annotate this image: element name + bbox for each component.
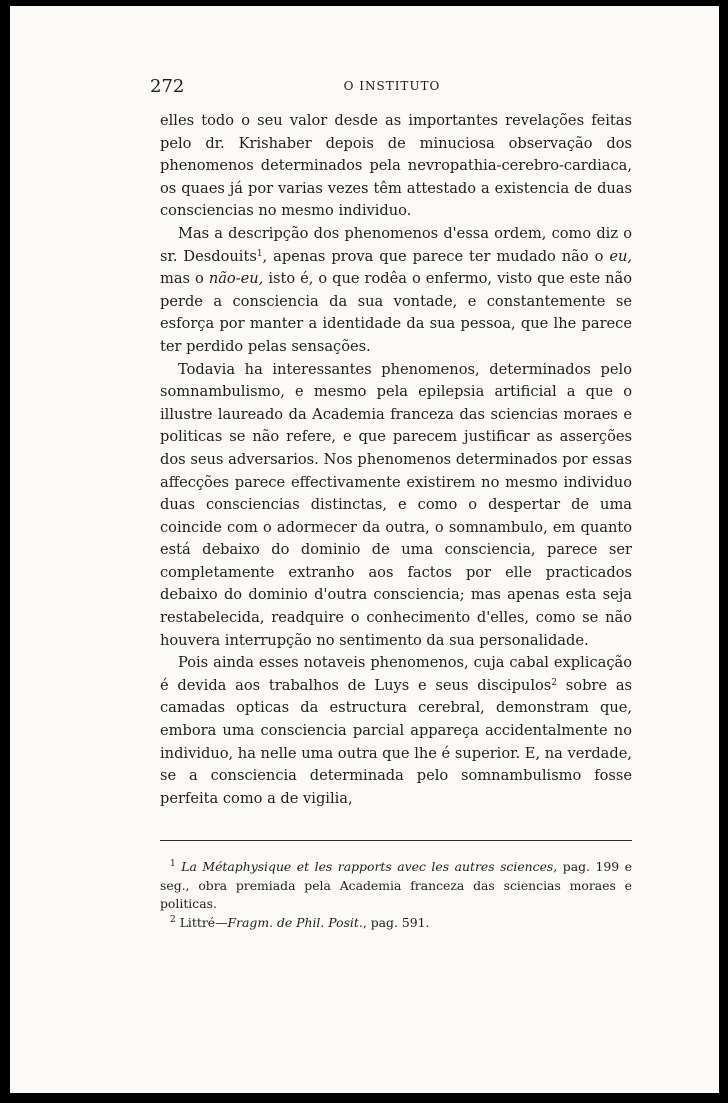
footnotes xyxy=(160,858,632,932)
footnote-1-rest: , pag. 199 e seg., obra premiada pela Academia franceza das sciencias moraes e politicas. xyxy=(160,859,632,911)
paragraph-2 xyxy=(160,223,632,359)
footnote-1-marker: 1 xyxy=(170,859,176,869)
paragraph-3: Todavia ha interessantes phenomenos, determinados pelo somnambulismo, e mesmo pela epilepsia artificial a que o illustre laureado da Academia franceza das sciencias moraes e politicas se não refere, e que parecem justificar as asserções dos seus adversarios. Nos phenomenos determinados por essas affecções parece effectivamente existirem no mesmo individuo duas consciencias distinctas, e como o despertar de uma coincide com o adormecer da outra, o somnambulo, em quanto está debaixo do dominio de uma consciencia, parece ser completamente extranho aos factos por elle practicados debaixo do dominio d'outra consciencia; mas apenas esta seja restabelecida, readquire o conhecimento d'elles, como se não houvera interrupção no sentimento da sua personalidade. xyxy=(160,360,632,649)
footnote-2 xyxy=(160,914,632,933)
footnote-2-title: Fragm. de Phil. Posit. xyxy=(227,914,363,930)
paragraph-2-text-d: isto é, o que rodêa o enfermo, visto que este não perde a consciencia da sua vontade, e constantemente se esforça por manter a identidade da sua pessoa, que lhe parece ter perdido pelas sensações. xyxy=(160,270,632,355)
paragraph-2-text-b: , apenas prova que parece ter mudado não o xyxy=(262,247,604,265)
paragraph-2-text-c: mas o xyxy=(160,270,204,288)
footnote-1-title: La Métaphysique et les rapports avec les autres sciences xyxy=(181,859,554,874)
footnote-ref-1: 1 xyxy=(256,248,263,259)
paragraph-4 xyxy=(160,652,632,810)
footnote-2-rest: , pag. 591. xyxy=(362,914,430,930)
paragraph-4-text-b: sobre as camadas opticas da estructura cerebral, demonstram que, embora uma consciencia parcial appareça accidentalmente no individuo, ha nelle uma outra que lhe é superior. E, na verdade, se a consciencia determinada pelo somnambulismo fosse perfeita como a de vigilia, xyxy=(160,676,633,807)
running-header xyxy=(150,76,634,98)
italic-eu: eu, xyxy=(609,247,633,265)
book-page xyxy=(10,6,719,1093)
paragraph-1: elles todo o seu valor desde as importantes revelações feitas pelo dr. Krishaber depois de minuciosa observação dos phenomenos determinados pela nevropathia-cerebro-cardiaca, os quaes já por varias vezes têm attestado a existencia de duas consciencias no mesmo individuo. xyxy=(160,112,632,220)
footnote-ref-2: 2 xyxy=(551,677,557,688)
footnote-2-dash: — xyxy=(215,914,228,930)
paragraph-2-text-a: Mas a descripção dos phenomenos d'essa ordem, como diz o sr. Desdouits xyxy=(160,224,632,265)
paragraph-4-text-a: Pois ainda esses notaveis phenomenos, cuja cabal explicação é devida aos trabalhos de Luys e seus discipulos xyxy=(160,654,632,694)
footnote-2-author: Littré xyxy=(179,914,216,930)
running-title: O INSTITUTO xyxy=(343,79,441,93)
body-text xyxy=(160,110,632,810)
footnote-1 xyxy=(160,858,632,914)
footnote-divider xyxy=(160,840,632,841)
footnote-2-marker: 2 xyxy=(170,914,176,925)
italic-nao-eu: não-eu, xyxy=(208,270,264,288)
page-number: 272 xyxy=(150,76,185,97)
